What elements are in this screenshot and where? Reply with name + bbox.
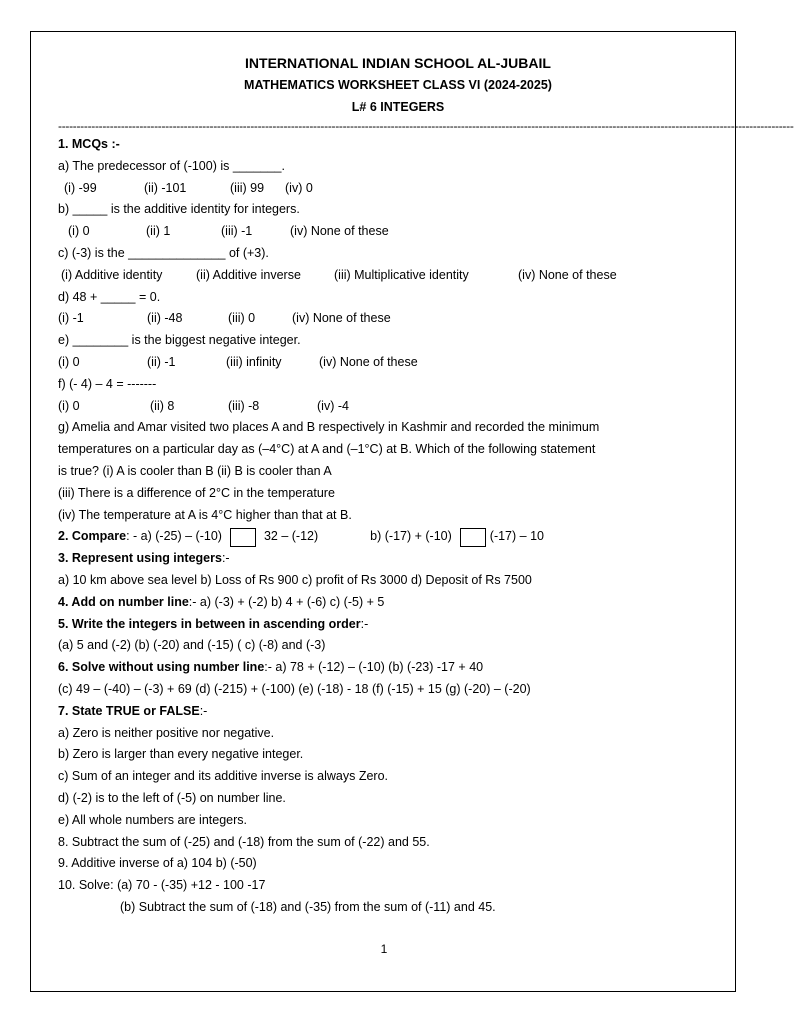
q2a-right: 32 – (-12): [263, 529, 319, 544]
option: (iii) 0: [228, 311, 256, 326]
option: (i) 0: [68, 224, 90, 239]
option: (iii) infinity: [226, 354, 282, 369]
q2a-left: : - a) (-25) – (-10): [126, 529, 222, 544]
worksheet-content: [58, 52, 794, 919]
q6-line: [58, 657, 698, 679]
compare-answer-box[interactable]: [230, 528, 256, 547]
q7b-statement: b) Zero is larger than every negative integer.: [58, 747, 304, 762]
q1f-question: f) (- 4) – 4 = -------: [58, 376, 157, 391]
q1e-question: e) ________ is the biggest negative integer.: [58, 333, 301, 348]
q7-suffix: :-: [199, 703, 208, 718]
option: (iv) None of these: [319, 354, 418, 369]
option: (iii) -8: [228, 398, 260, 413]
q1b-question: b) _____ is the additive identity for integers.: [58, 202, 300, 217]
q1c-options: [58, 265, 698, 287]
page-number: 1: [380, 942, 388, 956]
q6-heading: 6. Solve without using number line: [58, 660, 265, 675]
q10a-question: 10. Solve: (a) 70 - (-35) +12 - 100 -17: [58, 878, 266, 893]
option: (ii) -101: [144, 180, 187, 195]
option: (iv) 0: [285, 180, 313, 195]
q1f-options: [58, 396, 698, 418]
q8-question: 8. Subtract the sum of (-25) and (-18) from the sum of (-22) and 55.: [58, 834, 430, 849]
option: (i) -99: [64, 180, 97, 195]
q4-line: [58, 592, 698, 614]
q7-heading: 7. State TRUE or FALSE: [58, 703, 200, 718]
q6-items-2: (c) 49 – (-40) – (-3) + 69 (d) (-215) + (-100) (e) (-18) - 18 (f) (-15) + 15 (g) (-20) – (-20): [58, 681, 531, 696]
option: (ii) 8: [150, 398, 175, 413]
option: (iii) Multiplicative identity: [334, 267, 469, 282]
q6-items-1: :- a) 78 + (-12) – (-10) (b) (-23) -17 + 40: [264, 660, 484, 675]
q5-heading: 5. Write the integers in between in ascending order: [58, 616, 361, 631]
q5-heading-line: [58, 614, 698, 636]
option: (ii) Additive inverse: [196, 267, 301, 282]
q7e-statement: e) All whole numbers are integers.: [58, 812, 247, 827]
q7-heading-line: [58, 701, 698, 723]
q4-items: :- a) (-3) + (-2) b) 4 + (-6) c) (-5) + 5: [188, 594, 385, 609]
q1b-options: [58, 221, 698, 243]
option: (iv) -4: [317, 398, 349, 413]
q2-line: [58, 526, 698, 548]
q1-heading: 1. MCQs :-: [58, 137, 120, 151]
option: (ii) -1: [147, 354, 176, 369]
q1d-question: d) 48 + _____ = 0.: [58, 289, 161, 304]
option: (i) 0: [58, 398, 80, 413]
q1g-line-3: is true? (i) A is cooler than B (ii) B is cooler than A: [58, 463, 332, 478]
q5-suffix: :-: [360, 616, 369, 631]
q1g-line-5: (iv) The temperature at A is 4°C higher than that at B.: [58, 507, 352, 522]
q1e-options: [58, 352, 698, 374]
q1d-options: [58, 308, 698, 330]
option: (i) -1: [58, 311, 84, 326]
q4-heading: 4. Add on number line: [58, 594, 189, 609]
q7a-statement: a) Zero is neither positive nor negative.: [58, 725, 275, 740]
option: (ii) 1: [146, 224, 171, 239]
option: (iii) -1: [221, 224, 253, 239]
q7c-statement: c) Sum of an integer and its additive inverse is always Zero.: [58, 769, 389, 784]
q10b-question: (b) Subtract the sum of (-18) and (-35) from the sum of (-11) and 45.: [120, 899, 496, 914]
q2b-left: b) (-17) + (-10): [370, 529, 452, 544]
q1c-question: c) (-3) is the ______________ of (+3).: [58, 245, 269, 260]
q3-suffix: :-: [221, 551, 230, 566]
q1g-line-1: g) Amelia and Amar visited two places A and B respectively in Kashmir and recorded the minimum: [58, 420, 600, 435]
school-title: INTERNATIONAL INDIAN SCHOOL AL-JUBAIL: [245, 55, 551, 71]
q3-heading-line: [58, 548, 698, 570]
q7d-statement: d) (-2) is to the left of (-5) on number line.: [58, 790, 286, 805]
q1g-line-4: (iii) There is a difference of 2°C in the temperature: [58, 485, 335, 500]
q1a-question: a) The predecessor of (-100) is _______.: [58, 158, 285, 173]
q3-heading: 3. Represent using integers: [58, 551, 222, 566]
option: (iv) None of these: [292, 311, 391, 326]
q2b-right: (-17) – 10: [489, 529, 544, 544]
q3-items: a) 10 km above sea level b) Loss of Rs 900 c) profit of Rs 3000 d) Deposit of Rs 7500: [58, 572, 532, 587]
option: (i) Additive identity: [61, 267, 163, 282]
separator-line: -------------------------------------------------------------------------------------------------------------------------------------------------------------------------------------------------------: [58, 119, 794, 133]
option: (iii) 99: [230, 180, 265, 195]
worksheet-title: MATHEMATICS WORKSHEET CLASS VI (2024-2025): [244, 78, 552, 92]
option: (iv) None of these: [518, 267, 617, 282]
option: (i) 0: [58, 354, 80, 369]
option: (ii) -48: [147, 311, 183, 326]
q1g-line-2: temperatures on a particular day as (–4°C) at A and (–1°C) at B. Which of the following statement: [58, 442, 596, 457]
q1a-options: [58, 178, 698, 200]
compare-answer-box[interactable]: [460, 528, 486, 547]
option: (iv) None of these: [290, 224, 389, 239]
q5-items: (a) 5 and (-2) (b) (-20) and (-15) ( c) (-8) and (-3): [58, 638, 326, 653]
lesson-title: L# 6 INTEGERS: [351, 100, 445, 114]
q9-question: 9. Additive inverse of a) 104 b) (-50): [58, 856, 257, 871]
q2-heading: 2. Compare: [58, 529, 127, 544]
